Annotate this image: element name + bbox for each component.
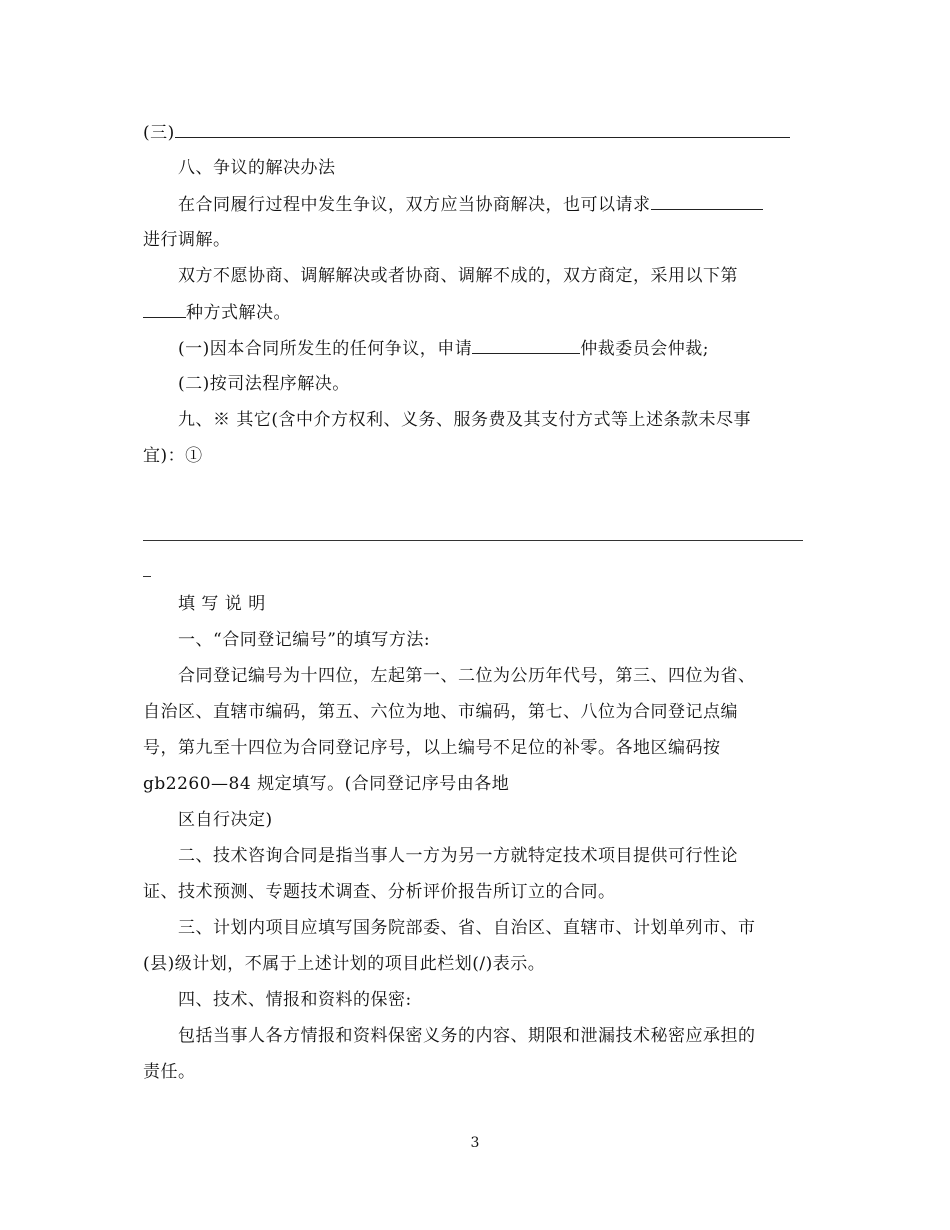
fill-in-rule-short [143,576,151,577]
paragraph-line: 宜)：① [143,446,203,466]
paragraph-line: 进行调解。 [143,230,231,250]
blank-underline [175,120,790,138]
paragraph-line: 自治区、直辖市编码，第五、六位为地、市编码，第七、八位为合同登记点编 [143,702,738,722]
paragraph-line: 包括当事人各方情报和资料保密义务的内容、期限和泄漏技术秘密应承担的 [178,1026,756,1046]
heading-other-matters: 九、※ 其它(含中介方权利、义务、服务费及其支付方式等上述条款未尽事 [178,410,752,430]
paragraph-line: 区自行决定) [178,810,273,830]
paragraph-line: 号，第九至十四位为合同登记序号，以上编号不足位的补零。各地区编码按 [143,738,721,758]
blank-underline [651,192,763,210]
paragraph-line: (县)级计划，不属于上述计划的项目此栏划(/)表示。 [143,954,546,974]
paragraph-line: gb2260—84 规定填写。(合同登记序号由各地 [143,774,510,794]
paragraph-line [143,300,803,325]
page-number: 3 [470,1135,480,1151]
instructions-title: 填 写 说 明 [178,594,266,614]
blank-underline [143,300,186,318]
fill-in-rule [143,540,803,541]
paragraph-text: 在合同履行过程中发生争议，双方应当协商解决，也可以请求 [178,195,651,215]
option-1-text: (一)因本合同所发生的任何争议，申请 [178,339,473,359]
paragraph-line: 责任。 [143,1062,196,1082]
blank-underline [472,336,580,354]
option-1-text-end: 仲裁委员会仲裁; [580,339,709,359]
paragraph-line: 合同登记编号为十四位，左起第一、二位为公历年代号，第三、四位为省、 [178,666,756,686]
note-1-title: 一、“合同登记编号”的填写方法: [178,630,431,650]
clause-3-label: (三) [143,123,175,143]
note-3-line: 三、计划内项目应填写国务院部委、省、自治区、直辖市、计划单列市、市 [178,918,756,938]
heading-dispute-resolution: 八、争议的解决办法 [178,158,336,178]
option-1-line [178,336,838,361]
note-2-line: 二、技术咨询合同是指当事人一方为另一方就特定技术项目提供可行性论 [178,846,738,866]
clause-3-line [143,120,803,145]
option-2-line: (二)按司法程序解决。 [178,374,350,394]
note-4-title: 四、技术、情报和资料的保密: [178,990,412,1010]
paragraph-line [178,192,838,217]
paragraph-text: 种方式解决。 [186,303,291,323]
paragraph-line: 证、技术预测、专题技术调查、分析评价报告所订立的合同。 [143,882,616,902]
paragraph-line: 双方不愿协商、调解解决或者协商、调解不成的，双方商定，采用以下第 [178,266,738,286]
